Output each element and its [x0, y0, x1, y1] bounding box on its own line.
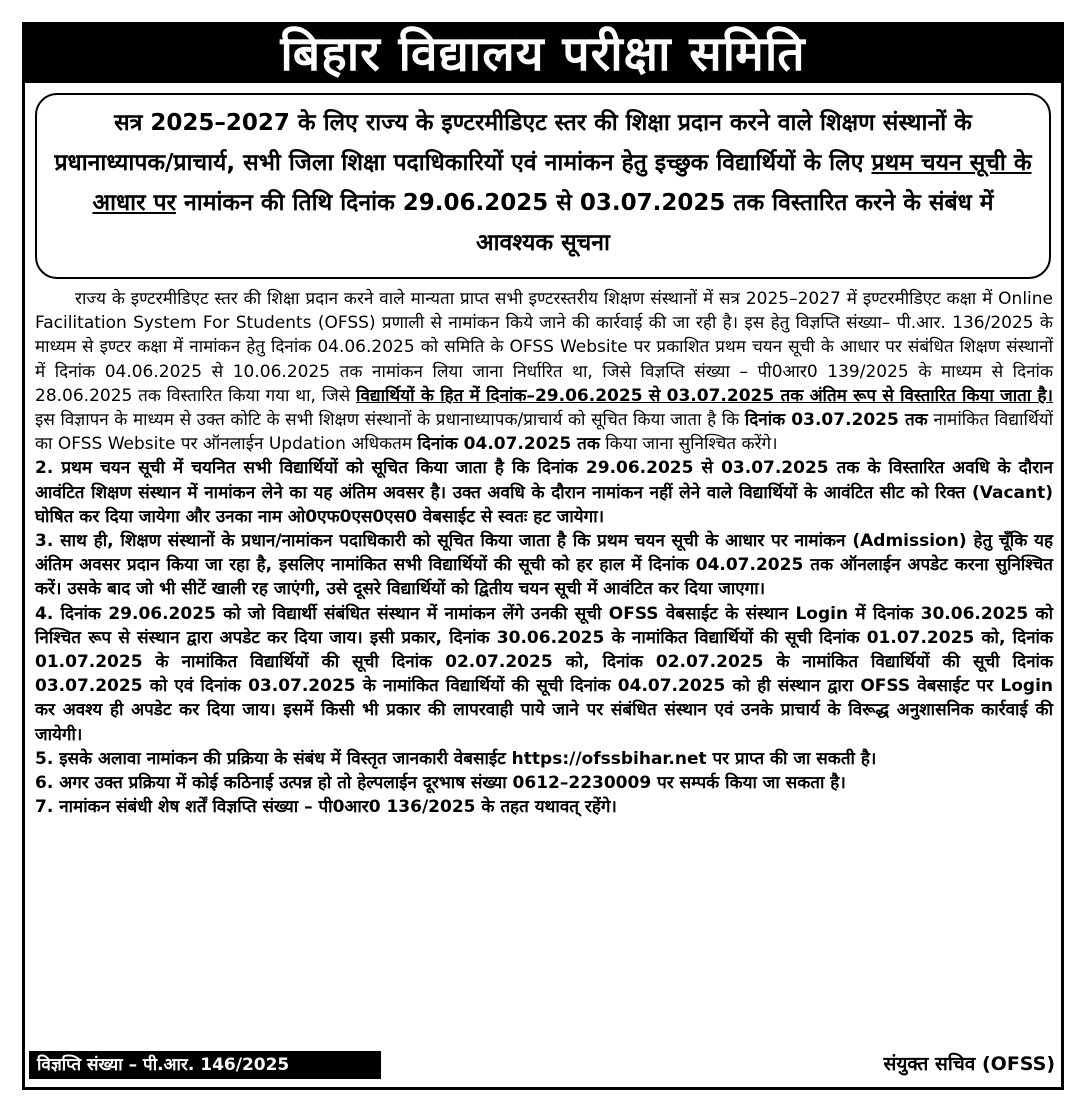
p1-text-d: किया जाना सुनिश्चित करेंगे। [605, 434, 778, 455]
board-name-banner: बिहार विद्यालय परीक्षा समिति [25, 25, 1061, 83]
notice-body [35, 287, 1053, 819]
p1-text-b: इस विज्ञापन के माध्यम से उक्त कोटि के सभी शिक्षण संस्थानों के प्रधानाध्यापक/प्राचार्य को सूचित किया जाता है कि [35, 410, 740, 431]
subject-text-part2: नामांकन की तिथि दिनांक 29.06.2025 से 03.07.2025 तक विस्तारित करने के संबंध में आवश्यक सूचना [184, 190, 994, 256]
paragraph-3: 3. साथ ही, शिक्षण संस्थानों के प्रधान/नामांकन पदाधिकारी को सूचित किया जाता है कि प्रथम चयन सूची के आधार पर नामांकन (Admission) हेतु चूँकि यह अंतिम अवसर प्रदान किया जा रहा है, इसलिए नामांकित सभी विद्यार्थियों की सूची को हर हाल में दिनांक 04.07.2025 तक ऑनलाईन अपडेट करना सुनिश्चित करें। उसके बाद जो भी सीटें खाली रह जाएंगी, उसे दूसरे विद्यार्थियों को द्वितीय चयन सूची में आवंटित कर दिया जाएगा। [35, 531, 1053, 600]
notice-number-badge: विज्ञप्ति संख्या – पी.आर. 146/2025 [29, 1051, 381, 1079]
paragraph-7: 7. नामांकन संबंधी शेष शर्तें विज्ञप्ति संख्या – पी0आर0 136/2025 के तहत यथावत् रहेंगे। [35, 797, 617, 818]
p1-deadline-admission: दिनांक 03.07.2025 तक [744, 410, 928, 431]
paragraph-5: 5. इसके अलावा नामांकन की प्रक्रिया के संबंध में विस्तृत जानकारी वेबसाईट https://ofssbihar.net पर प्राप्त की जा सकती है। [35, 748, 877, 769]
p1-text-c: नामांकित विद्यार्थियों का OFSS Website पर ऑनलाईन Updation अधिकतम [35, 410, 1054, 455]
subject-underlined-text: प्रथम चयन सूची के आधार पर [92, 150, 1032, 216]
p1-extension-highlight: विद्यार्थियों के हित में दिनांक–29.06.2025 से 03.07.2025 तक अंतिम रूप से विस्तारित किया जाता है। [356, 385, 1053, 406]
paragraph-2: 2. प्रथम चयन सूची में चयनित सभी विद्यार्थियों को सूचित किया जाता है कि दिनांक 29.06.2025 से 03.07.2025 तक के विस्तारित अवधि के दौरान आवंटित शिक्षण संस्थान में नामांकन लेने का यह अंतिम अवसर है। उक्त अवधि के दौरान नामांकन नहीं लेने वाले विद्यार्थियों के आवंटित सीट को रिक्त (Vacant) घोषित कर दिया जायेगा और उनका नाम ओ0एफ0एस0एस0 वेबसाईट से स्वतः हट जायेगा। [35, 458, 1053, 527]
paragraph-6: 6. अगर उक्त प्रक्रिया में कोई कठिनाई उत्पन्न हो तो हेल्पलाईन दूरभाष संख्या 0612–2230009 पर सम्पर्क किया जा सकता है। [35, 773, 846, 794]
signatory-designation: संयुक्त सचिव (OFSS) [883, 1053, 1055, 1075]
subject-text-part1: सत्र 2025–2027 के लिए राज्य के इण्टरमीडिएट स्तर की शिक्षा प्रदान करने वाले शिक्षण संस्थानों के प्रधानाध्यापक/प्राचार्य, सभी जिला शिक्षा पदाधिकारियों एवं नामांकन हेतु इच्छुक विद्यार्थियों के लिए [54, 110, 972, 176]
p1-text-a: राज्य के इण्टरमीडिएट स्तर की शिक्षा प्रदान करने वाले मान्यता प्राप्त सभी इण्टरस्तरीय शिक्षण संस्थानों में सत्र 2025–2027 में इण्टरमीडिएट कक्षा में Online Facilitation System For Students (OFSS) प्रणाली से नामांकन किये जाने की कार्रवाई की जा रही है। इस हेतु विज्ञप्ति संख्या– पी.आर. 136/2025 के माध्यम से इण्टर कक्षा में नामांकन हेतु दिनांक 04.06.2025 को समिति के OFSS Website पर प्रकाशित प्रथम चयन सूची के आधार पर संबंधित शिक्षण संस्थानों में दिनांक 04.06.2025 से 10.06.2025 तक नामांकन लिया जाना निर्धारित था, जिसे विज्ञप्ति संख्या – पी0आर0 139/2025 के माध्यम से दिनांक 28.06.2025 तक विस्तारित किया गया था, जिसे [35, 289, 1053, 406]
press-notice [22, 22, 1064, 1090]
paragraph-1 [35, 287, 1053, 456]
subject-box [35, 93, 1051, 279]
p1-deadline-updation: दिनांक 04.07.2025 तक [417, 434, 600, 455]
paragraph-4: 4. दिनांक 29.06.2025 को जो विद्यार्थी संबंधित संस्थान में नामांकन लेंगे उनकी सूची OFSS वेबसाईट के संस्थान Login में दिनांक 30.06.2025 को निश्चित रूप से संस्थान द्वारा अपडेट कर दिया जाय। इसी प्रकार, दिनांक 30.06.2025 के नामांकित विद्यार्थियों की सूची दिनांक 01.07.2025 को, दिनांक 01.07.2025 के नामांकित विद्यार्थियों की सूची दिनांक 02.07.2025 को, दिनांक 02.07.2025 के नामांकित विद्यार्थियों की सूची दिनांक 03.07.2025 को एवं दिनांक 03.07.2025 के नामांकित विद्यार्थियों की सूची दिनांक 04.07.2025 को ही संस्थान द्वारा OFSS वेबसाईट पर Login कर अवश्य ही अपडेट कर दिया जाय। इसमें किसी भी प्रकार की लापरवाही पाये जाने पर संबंधित संस्थान एवं उनके प्राचार्य के विरूद्ध अनुशासनिक कार्रवाई की जायेगी। [35, 603, 1053, 745]
